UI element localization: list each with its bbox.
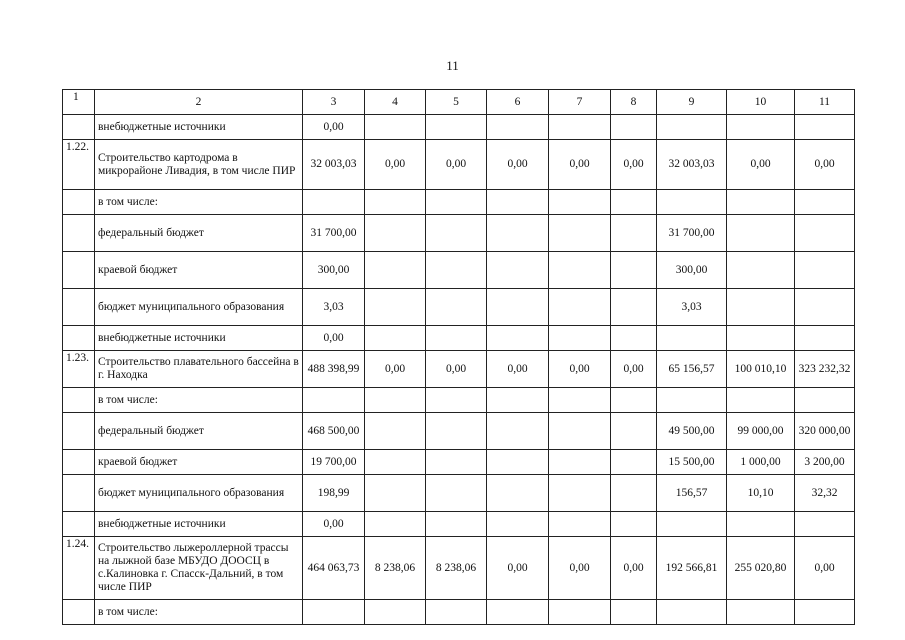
amount-cell: [727, 600, 795, 625]
table-row: [63, 190, 855, 215]
item-description-cell: бюджет муниципального образования: [95, 289, 303, 326]
header-cell: 6: [487, 90, 549, 115]
amount-cell: [795, 600, 855, 625]
item-description-cell: в том числе:: [95, 388, 303, 413]
amount-cell: 49 500,00: [657, 413, 727, 450]
amount-cell: [487, 289, 549, 326]
amount-cell: [426, 289, 487, 326]
amount-cell: [549, 252, 611, 289]
table-row: [63, 512, 855, 537]
amount-cell: [426, 413, 487, 450]
item-description-cell: краевой бюджет: [95, 252, 303, 289]
amount-cell: 0,00: [611, 351, 657, 388]
amount-cell: [487, 215, 549, 252]
amount-cell: [365, 289, 426, 326]
amount-cell: [611, 115, 657, 140]
amount-cell: [611, 215, 657, 252]
amount-cell: [727, 115, 795, 140]
amount-cell: [611, 600, 657, 625]
amount-cell: [795, 190, 855, 215]
item-number-cell: [63, 413, 95, 450]
item-description-cell: федеральный бюджет: [95, 215, 303, 252]
item-description-cell: внебюджетные источники: [95, 326, 303, 351]
amount-cell: 192 566,81: [657, 537, 727, 600]
amount-cell: [303, 190, 365, 215]
amount-cell: [611, 289, 657, 326]
amount-cell: [657, 115, 727, 140]
item-description-cell: в том числе:: [95, 600, 303, 625]
amount-cell: [426, 190, 487, 215]
amount-cell: 0,00: [487, 537, 549, 600]
amount-cell: [549, 115, 611, 140]
amount-cell: 1 000,00: [727, 450, 795, 475]
amount-cell: [657, 512, 727, 537]
amount-cell: [549, 512, 611, 537]
amount-cell: 8 238,06: [365, 537, 426, 600]
amount-cell: [426, 600, 487, 625]
item-number-cell: 1.23.: [63, 351, 95, 388]
amount-cell: [549, 600, 611, 625]
item-number-cell: [63, 600, 95, 625]
item-number-cell: [63, 512, 95, 537]
amount-cell: [795, 326, 855, 351]
amount-cell: [727, 252, 795, 289]
item-number-cell: [63, 252, 95, 289]
item-number-cell: [63, 215, 95, 252]
amount-cell: [487, 450, 549, 475]
item-description-cell: внебюджетные источники: [95, 512, 303, 537]
header-cell: 3: [303, 90, 365, 115]
table-row: [63, 600, 855, 625]
header-cell: 8: [611, 90, 657, 115]
item-number-cell: [63, 190, 95, 215]
amount-cell: [426, 388, 487, 413]
amount-cell: 0,00: [549, 351, 611, 388]
amount-cell: [795, 512, 855, 537]
amount-cell: 31 700,00: [657, 215, 727, 252]
amount-cell: [727, 388, 795, 413]
table-row: [63, 351, 855, 388]
amount-cell: [611, 450, 657, 475]
table-row: [63, 289, 855, 326]
amount-cell: 488 398,99: [303, 351, 365, 388]
table-row: [63, 252, 855, 289]
amount-cell: [549, 215, 611, 252]
amount-cell: [365, 190, 426, 215]
amount-cell: [426, 450, 487, 475]
item-description-cell: бюджет муниципального образования: [95, 475, 303, 512]
item-number-cell: [63, 450, 95, 475]
amount-cell: [303, 388, 365, 413]
page-number: 11: [446, 58, 459, 73]
amount-cell: [487, 115, 549, 140]
table-row: [63, 413, 855, 450]
amount-cell: 32 003,03: [303, 140, 365, 190]
amount-cell: [365, 450, 426, 475]
table-body: [63, 90, 855, 625]
header-cell: 4: [365, 90, 426, 115]
amount-cell: 0,00: [795, 140, 855, 190]
item-description-cell: Строительство лыжероллерной трассы на лыжной базе МБУДО ДООСЦ в с.Калиновка г. Спасск-Дальний, в том числе ПИР: [95, 537, 303, 600]
amount-cell: [487, 475, 549, 512]
amount-cell: [657, 600, 727, 625]
amount-cell: [727, 190, 795, 215]
amount-cell: [365, 252, 426, 289]
amount-cell: 156,57: [657, 475, 727, 512]
table-row: [63, 115, 855, 140]
item-description-cell: внебюджетные источники: [95, 115, 303, 140]
amount-cell: 0,00: [365, 351, 426, 388]
item-description-cell: Строительство картодрома в микрорайоне Ливадия, в том числе ПИР: [95, 140, 303, 190]
amount-cell: 0,00: [426, 140, 487, 190]
amount-cell: 19 700,00: [303, 450, 365, 475]
amount-cell: [365, 512, 426, 537]
table-row: [63, 326, 855, 351]
amount-cell: 0,00: [795, 537, 855, 600]
header-cell: 1: [63, 90, 95, 115]
amount-cell: [795, 252, 855, 289]
amount-cell: [365, 413, 426, 450]
amount-cell: [426, 326, 487, 351]
amount-cell: 65 156,57: [657, 351, 727, 388]
header-cell: 7: [549, 90, 611, 115]
amount-cell: [426, 475, 487, 512]
table-row: [63, 140, 855, 190]
amount-cell: [657, 388, 727, 413]
amount-cell: 0,00: [549, 140, 611, 190]
amount-cell: [487, 388, 549, 413]
amount-cell: [365, 215, 426, 252]
amount-cell: 0,00: [487, 140, 549, 190]
amount-cell: 0,00: [365, 140, 426, 190]
amount-cell: 323 232,32: [795, 351, 855, 388]
amount-cell: 300,00: [303, 252, 365, 289]
amount-cell: 3,03: [303, 289, 365, 326]
amount-cell: [303, 600, 365, 625]
amount-cell: [795, 388, 855, 413]
amount-cell: [611, 413, 657, 450]
item-number-cell: [63, 289, 95, 326]
table-header-row: [63, 90, 855, 115]
item-number-cell: [63, 115, 95, 140]
amount-cell: [426, 215, 487, 252]
amount-cell: 32,32: [795, 475, 855, 512]
amount-cell: [487, 413, 549, 450]
amount-cell: [795, 289, 855, 326]
amount-cell: 320 000,00: [795, 413, 855, 450]
item-description-cell: краевой бюджет: [95, 450, 303, 475]
header-cell: 11: [795, 90, 855, 115]
amount-cell: [549, 413, 611, 450]
amount-cell: 99 000,00: [727, 413, 795, 450]
amount-cell: 0,00: [303, 326, 365, 351]
item-description-cell: Строительство плавательного бассейна в г. Находка: [95, 351, 303, 388]
amount-cell: [549, 450, 611, 475]
amount-cell: [426, 512, 487, 537]
budget-table: [62, 89, 855, 625]
item-description-cell: федеральный бюджет: [95, 413, 303, 450]
amount-cell: [611, 252, 657, 289]
amount-cell: 0,00: [549, 537, 611, 600]
header-cell: 10: [727, 90, 795, 115]
amount-cell: 300,00: [657, 252, 727, 289]
amount-cell: [365, 115, 426, 140]
header-cell: 9: [657, 90, 727, 115]
amount-cell: [611, 388, 657, 413]
amount-cell: [795, 215, 855, 252]
amount-cell: [487, 600, 549, 625]
amount-cell: 0,00: [426, 351, 487, 388]
amount-cell: [657, 190, 727, 215]
amount-cell: [795, 115, 855, 140]
amount-cell: [549, 326, 611, 351]
amount-cell: [365, 475, 426, 512]
amount-cell: [487, 252, 549, 289]
amount-cell: 31 700,00: [303, 215, 365, 252]
amount-cell: 255 020,80: [727, 537, 795, 600]
amount-cell: [611, 326, 657, 351]
table-row: [63, 475, 855, 512]
amount-cell: [549, 289, 611, 326]
amount-cell: [727, 289, 795, 326]
amount-cell: [727, 326, 795, 351]
item-number-cell: [63, 388, 95, 413]
amount-cell: [365, 388, 426, 413]
header-cell: 5: [426, 90, 487, 115]
amount-cell: 15 500,00: [657, 450, 727, 475]
item-number-cell: [63, 475, 95, 512]
item-number-cell: [63, 326, 95, 351]
amount-cell: [611, 475, 657, 512]
item-description-cell: в том числе:: [95, 190, 303, 215]
table-row: [63, 215, 855, 252]
amount-cell: 0,00: [303, 115, 365, 140]
table-row: [63, 388, 855, 413]
amount-cell: [611, 190, 657, 215]
amount-cell: [426, 252, 487, 289]
amount-cell: 0,00: [727, 140, 795, 190]
table-row: [63, 450, 855, 475]
amount-cell: [549, 475, 611, 512]
amount-cell: [611, 512, 657, 537]
amount-cell: 468 500,00: [303, 413, 365, 450]
amount-cell: 0,00: [487, 351, 549, 388]
item-number-cell: 1.24.: [63, 537, 95, 600]
amount-cell: [487, 512, 549, 537]
amount-cell: 32 003,03: [657, 140, 727, 190]
amount-cell: 10,10: [727, 475, 795, 512]
amount-cell: [549, 190, 611, 215]
amount-cell: [487, 190, 549, 215]
amount-cell: 100 010,10: [727, 351, 795, 388]
amount-cell: 3,03: [657, 289, 727, 326]
header-cell: 2: [95, 90, 303, 115]
amount-cell: [365, 600, 426, 625]
amount-cell: 8 238,06: [426, 537, 487, 600]
table-row: [63, 537, 855, 600]
amount-cell: 464 063,73: [303, 537, 365, 600]
amount-cell: [657, 326, 727, 351]
amount-cell: 0,00: [303, 512, 365, 537]
amount-cell: [487, 326, 549, 351]
amount-cell: 3 200,00: [795, 450, 855, 475]
amount-cell: [365, 326, 426, 351]
amount-cell: 0,00: [611, 140, 657, 190]
amount-cell: [727, 512, 795, 537]
item-number-cell: 1.22.: [63, 140, 95, 190]
amount-cell: [426, 115, 487, 140]
amount-cell: 0,00: [611, 537, 657, 600]
amount-cell: [727, 215, 795, 252]
amount-cell: [549, 388, 611, 413]
amount-cell: 198,99: [303, 475, 365, 512]
